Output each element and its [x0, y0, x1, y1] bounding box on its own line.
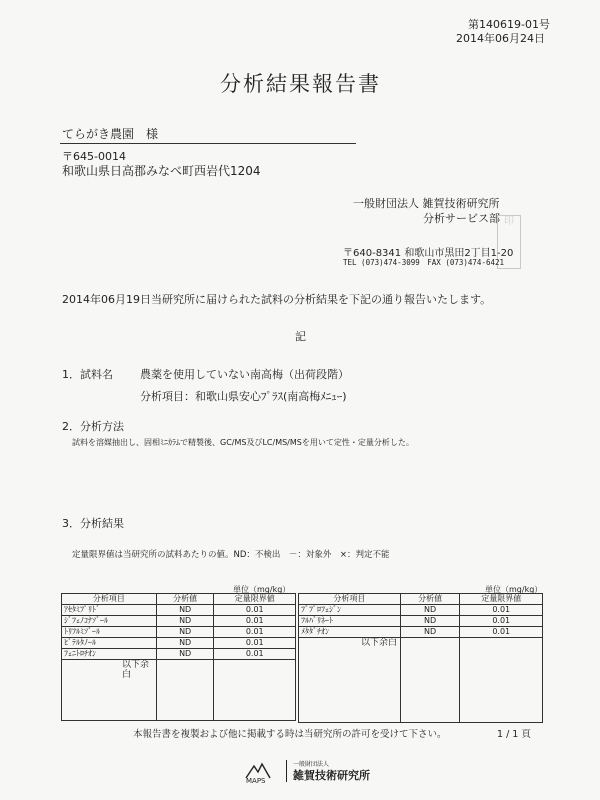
logo-divider: [286, 760, 287, 782]
issuer-dept: 分析サービス部: [423, 212, 500, 225]
item-cell: ｱｾﾀﾐﾌﾟﾘﾄﾞ: [62, 605, 157, 616]
page-indicator: 1 / 1 頁: [497, 729, 531, 740]
table-header-row: [299, 594, 543, 605]
limit-cell: 0.01: [214, 627, 296, 638]
limit-cell: 0.01: [214, 605, 296, 616]
ki-mark: 記: [295, 330, 306, 343]
table-header-row: [62, 594, 296, 605]
analysis-items: 分析項目：和歌山県安心ﾌﾟﾗｽ(南高梅ﾒﾆｭｰ): [140, 390, 347, 403]
page-title: 分析結果報告書: [220, 72, 381, 96]
value-cell: ND: [156, 605, 214, 616]
col-limit: 定量限界値: [460, 594, 543, 605]
value-cell: ND: [156, 638, 214, 649]
maps-logo-text: MAPS: [246, 777, 266, 784]
limit-cell: 0.01: [460, 616, 543, 627]
table-row: [62, 616, 296, 627]
table-row: [62, 605, 296, 616]
table-row: [299, 627, 543, 638]
intro-text: 2014年06月19日当研究所に届けられた試料の分析結果を下記の通り報告いたします。: [62, 293, 492, 306]
recipient-name: てらがき農園 様: [62, 127, 159, 141]
empty-cell: [460, 638, 543, 723]
table-row: [299, 638, 543, 723]
item-cell: ﾌﾙﾊﾞﾘﾈｰﾄ: [299, 616, 401, 627]
recipient-address: 和歌山県日高郡みなべ町西岩代1204: [62, 164, 261, 178]
logo-small-text: 一般財団法人: [293, 761, 330, 768]
results-table-right: [298, 593, 543, 723]
empty-cell: [156, 660, 214, 721]
value-cell: ND: [156, 616, 214, 627]
right-unit: 単位（mg/kg）: [485, 585, 543, 594]
recipient-postal: 〒645-0014: [62, 150, 126, 163]
item-cell: ﾒﾀﾀﾞﾁｵﾝ: [299, 627, 401, 638]
limit-cell: 0.01: [214, 638, 296, 649]
issuer-contact: TEL (073)474-3099 FAX (073)474-6421: [343, 258, 505, 267]
item-cell: ｼﾞﾌｪﾉｺﾅｿﾞｰﾙ: [62, 616, 157, 627]
item-cell: ﾌﾞﾌﾟﾛﾌｪｼﾞﾝ: [299, 605, 401, 616]
limit-cell: 0.01: [460, 605, 543, 616]
section3-label: 3．分析結果: [62, 517, 124, 530]
section2-label: 2．分析方法: [62, 420, 124, 433]
report-number: 第140619-01号: [468, 18, 550, 31]
col-value: 分析値: [400, 594, 460, 605]
col-item: 分析項目: [299, 594, 401, 605]
recipient-underline: [60, 143, 356, 144]
item-cell: ﾌｪﾆﾄﾛﾁｵﾝ: [62, 649, 157, 660]
col-limit: 定量限界値: [214, 594, 296, 605]
col-value: 分析値: [156, 594, 214, 605]
sample-name: 農薬を使用していない南高梅（出荷段階）: [140, 368, 349, 381]
value-cell: ND: [400, 605, 460, 616]
report-date: 2014年06月24日: [456, 32, 545, 45]
method-text: 試料を溶媒抽出し、固相ﾐﾆｶﾗﾑで精製後、GC/MS及びLC/MS/MSを用いて定性・定量分析した。: [72, 438, 414, 447]
value-cell: ND: [156, 649, 214, 660]
legend-note: 定量限界値は当研究所の試料あたりの値。ND：不検出 －：対象外 ×：判定不能: [72, 550, 390, 560]
table-row: [62, 638, 296, 649]
item-cell: ﾋﾞﾃﾙﾀﾉｰﾙ: [62, 638, 157, 649]
table-row: [299, 605, 543, 616]
empty-cell: [214, 660, 296, 721]
logo-org-name: 雑賀技術研究所: [293, 769, 370, 782]
remainder-cell: 以下余白: [299, 638, 401, 723]
value-cell: ND: [156, 627, 214, 638]
value-cell: ND: [400, 616, 460, 627]
empty-cell: [400, 638, 460, 723]
table-row: [62, 649, 296, 660]
issuer-org: 一般財団法人 雑賀技術研究所: [353, 197, 500, 210]
results-table-left: [61, 593, 296, 721]
value-cell: ND: [400, 627, 460, 638]
copy-notice: 本報告書を複製および他に掲載する時は当研究所の許可を受けて下さい。: [133, 729, 447, 740]
remainder-cell: 以下余白: [62, 660, 157, 721]
table-row: [62, 660, 296, 721]
table-row: [299, 616, 543, 627]
limit-cell: 0.01: [460, 627, 543, 638]
table-row: [62, 627, 296, 638]
limit-cell: 0.01: [214, 616, 296, 627]
maps-logo-icon: [244, 760, 280, 784]
col-item: 分析項目: [62, 594, 157, 605]
limit-cell: 0.01: [214, 649, 296, 660]
section1-label: 1．試料名: [62, 368, 113, 381]
seal-stamp: 印: [497, 215, 521, 269]
left-unit: 単位（mg/kg）: [233, 585, 291, 594]
issuer-address: 〒640-8341 和歌山市黒田2丁目1-20: [343, 248, 514, 259]
item-cell: ﾄﾘﾌﾙﾐｿﾞｰﾙ: [62, 627, 157, 638]
